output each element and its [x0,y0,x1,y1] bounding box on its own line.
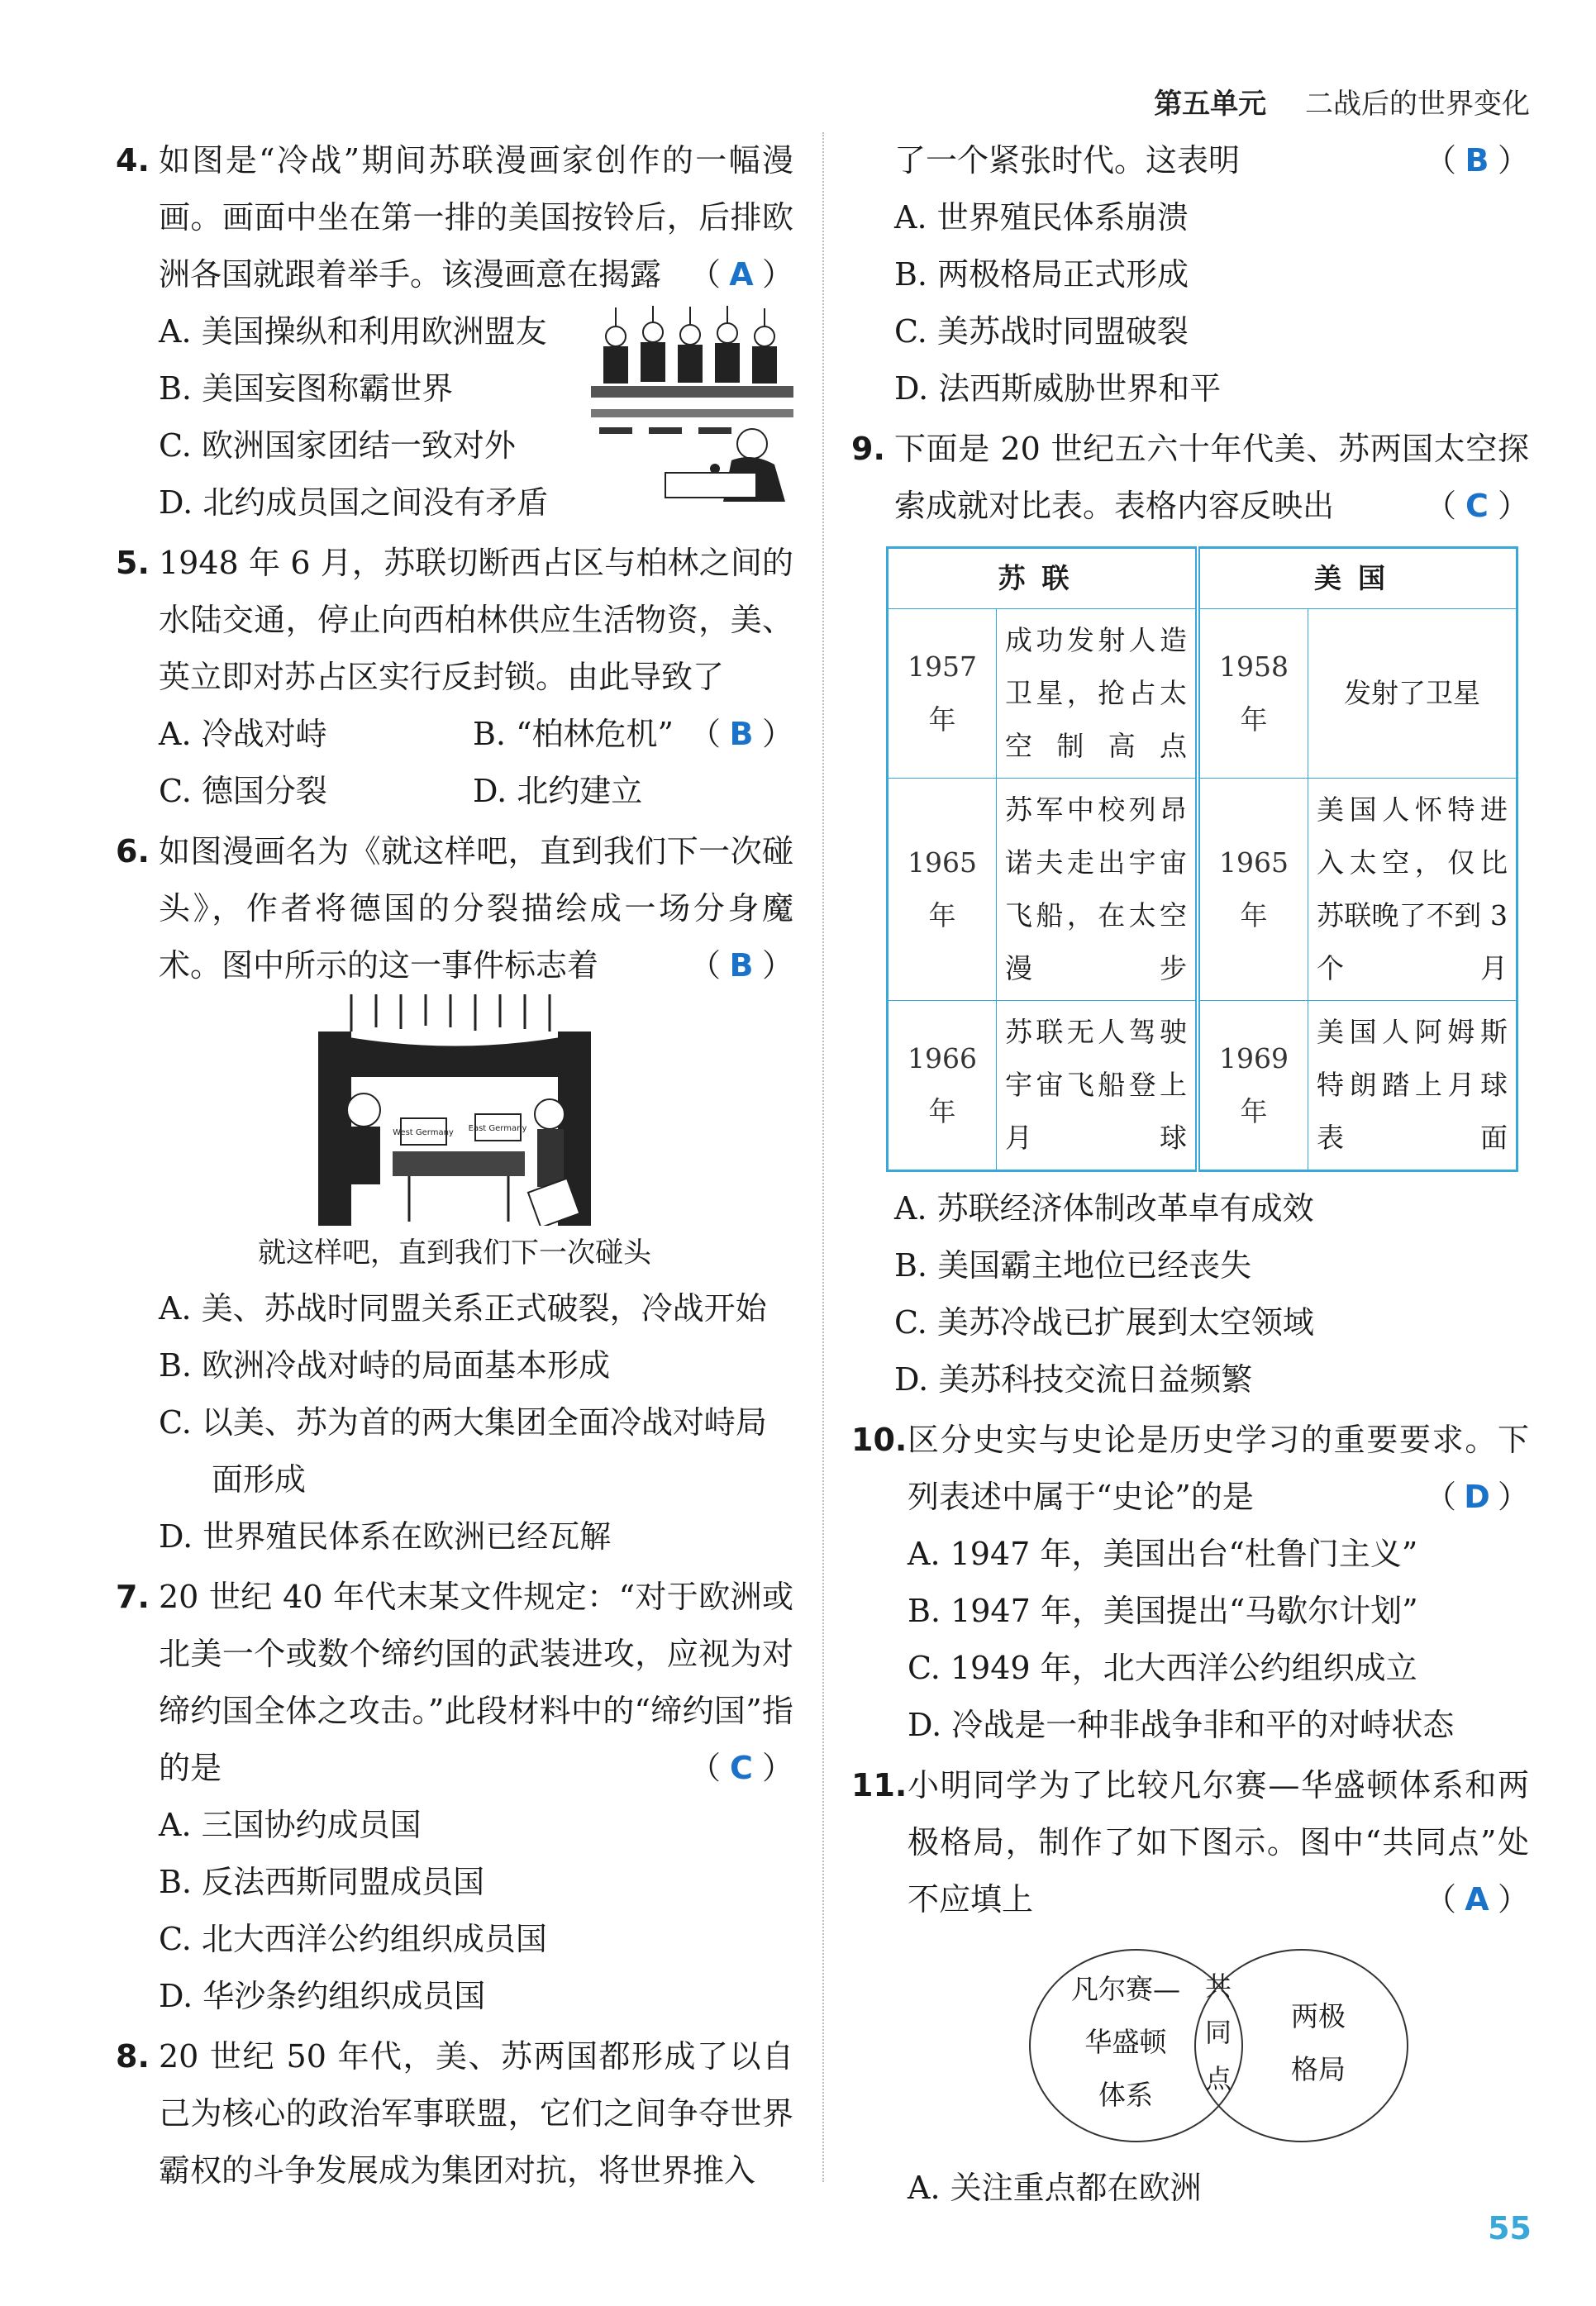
question-9 [851,421,1529,1408]
question-8-continued [851,132,1529,417]
table-cell: 1965 年 [888,779,997,1001]
answer-bracket: （ B ） [1425,132,1529,189]
option-c: C. 德国分裂 [159,773,327,809]
question-stem: 区分史实与史论是历史学习的重要要求。下列表述中属于“史论”的是 [908,1422,1529,1515]
cartoon-voting-figure [591,303,793,510]
question-11 [851,1757,1529,2217]
table-cell: 1965 年 [1198,779,1308,1001]
cartoon-label-east: East Germany [468,1124,527,1133]
table-cell: 发射了卫星 [1308,609,1517,779]
answer-bracket: （ B ） [689,706,793,763]
answer: A [729,256,754,293]
answer: B [1465,142,1489,179]
question-7 [116,1569,793,2025]
table-header-soviet: 苏联 [888,548,1198,609]
question-stem: 1948 年 6 月，苏联切断西占区与柏林之间的水陆交通，停止向西柏林供应生活物资，美、英立即对苏占区实行反封锁。由此导致了 [159,545,793,695]
table-cell: 成功发射人造卫星，抢占太空制高点 [997,609,1198,779]
table-cell: 1957 年 [888,609,997,779]
question-10 [851,1412,1529,1754]
option-b: B. 欧洲冷战对峙的局面基本形成 [159,1347,611,1384]
question-number: 7. [116,1579,150,1615]
table-cell: 苏联无人驾驶宇宙飞船登上月球 [997,1001,1198,1171]
option-c: C. 美苏战时同盟破裂 [894,313,1189,350]
answer-bracket: （ A ） [1425,1871,1529,1928]
table-row [888,779,1517,1001]
table-cell: 1969 年 [1198,1001,1308,1171]
question-stem: 如图是“冷战”期间苏联漫画家创作的一幅漫画。画面中坐在第一排的美国按铃后，后排欧洲各国就跟着举手。该漫画意在揭露 [159,142,793,293]
table-header-us: 美国 [1198,548,1517,609]
table-cell: 美国人怀特进入太空，仅比苏联晚了不到 3 个月 [1308,779,1517,1001]
question-stem: 小明同学为了比较凡尔赛—华盛顿体系和两极格局，制作了如下图示。图中“共同点”处不应填上 [908,1767,1529,1918]
answer-bracket: （ D ） [1425,1469,1529,1526]
option-c: C. 以美、苏为首的两大集团全面冷战对峙局面形成 [159,1404,767,1498]
question-number: 9. [851,431,885,467]
page-number: 55 [1488,2210,1532,2246]
question-stem-part2: 了一个紧张时代。这表明 [894,142,1241,179]
option-b: B. “柏林危机” [473,716,674,752]
question-stem: 20 世纪 40 年代末某文件规定：“对于欧洲或北美一个或数个缔约国的武装进攻，应视为对缔约国全体之攻击。”此段材料中的“缔约国”指的是 [159,1579,793,1786]
answer-bracket: （ C ） [689,1740,793,1797]
question-number: 4. [116,142,150,179]
question-number: 10. [851,1422,908,1458]
option-d: D. 美苏科技交流日益频繁 [894,1361,1253,1398]
option-d: D. 华沙条约组织成员国 [159,1978,486,2014]
unit-label: 第五单元 [1154,88,1267,121]
option-b: B. 反法西斯同盟成员国 [159,1864,485,1900]
answer-bracket: （ B ） [689,937,793,994]
left-column [116,132,793,2203]
question-5 [116,535,793,820]
venn-diagram [1029,1945,1417,2151]
page-header [1154,81,1530,121]
question-4 [116,132,793,531]
table-cell: 1966 年 [888,1001,997,1171]
table-cell: 美国人阿姆斯特朗踏上月球表面 [1308,1001,1517,1171]
question-6 [116,823,793,1565]
venn-middle-label: 共 同 点 [1204,1970,1232,2094]
unit-title: 二战后的世界变化 [1305,88,1530,121]
venn-right-label: 两极 格局 [1291,2000,1346,2085]
question-number: 5. [116,545,150,581]
table-cell: 1958 年 [1198,609,1308,779]
table-row [888,609,1517,779]
option-d: D. 北约建立 [473,773,643,809]
column-divider [822,132,824,2182]
question-8 [116,2028,793,2199]
option-b: B. 1947 年，美国提出“马歇尔计划” [908,1593,1418,1629]
option-c: C. 美苏冷战已扩展到太空领域 [894,1304,1314,1341]
option-a: A. 三国协约成员国 [159,1807,422,1843]
space-race-table [886,546,1518,1172]
answer-bracket: （ A ） [689,246,793,303]
table-cell: 苏军中校列昂诺夫走出宇宙飞船，在太空漫步 [997,779,1198,1001]
right-column [851,132,1529,2220]
answer: B [729,947,754,984]
option-c: C. 欧洲国家团结一致对外 [159,427,516,464]
option-b: B. 美国霸主地位已经丧失 [894,1247,1252,1284]
option-d: D. 世界殖民体系在欧洲已经瓦解 [159,1518,612,1555]
option-d: D. 法西斯威胁世界和平 [894,370,1222,407]
option-a: A. 关注重点都在欧洲 [908,2170,1202,2206]
option-a: A. 美、苏战时同盟关系正式破裂，冷战开始 [159,1290,767,1327]
question-stem: 如图漫画名为《就这样吧，直到我们下一次碰头》，作者将德国的分裂描绘成一场分身魔术。图中所示的这一事件标志着 [159,833,793,984]
question-stem: 下面是 20 世纪五六十年代美、苏两国太空探索成就对比表。表格内容反映出 [894,431,1529,524]
option-b: B. 两极格局正式形成 [894,256,1189,293]
answer: C [1465,488,1489,524]
option-c: C. 北大西洋公约组织成员国 [159,1921,547,1957]
option-a: A. 冷战对峙 [159,716,327,752]
cartoon-label-west: West Germany [393,1128,454,1137]
answer: C [730,1750,753,1786]
question-stem-part1: 20 世纪 50 年代，美、苏两国都形成了以自己为核心的政治军事联盟，它们之间争夺世界霸权的斗争发展成为集团对抗，将世界推入 [159,2038,793,2189]
table-row [888,1001,1517,1171]
option-d: D. 冷战是一种非战争非和平的对峙状态 [908,1707,1455,1743]
option-c: C. 1949 年，北大西洋公约组织成立 [908,1650,1417,1686]
option-a: A. 1947 年，美国出台“杜鲁门主义” [908,1536,1418,1572]
option-a: A. 美国操纵和利用欧洲盟友 [159,313,547,350]
question-number: 6. [116,833,150,870]
option-a: A. 世界殖民体系崩溃 [894,199,1189,236]
cartoon-germany-division-figure [318,994,591,1226]
option-d: D. 北约成员国之间没有矛盾 [159,484,549,521]
venn-left-label: 凡尔赛— 华盛顿 体系 [1071,1973,1180,2111]
answer: A [1465,1881,1489,1918]
option-a: A. 苏联经济体制改革卓有成效 [894,1190,1314,1227]
question-number: 11. [851,1767,908,1803]
option-b: B. 美国妄图称霸世界 [159,370,454,407]
question-number: 8. [116,2038,150,2075]
answer: B [729,716,754,752]
figure-caption: 就这样吧，直到我们下一次碰头 [258,1236,651,1270]
answer: D [1464,1479,1490,1515]
answer-bracket: （ C ） [1425,478,1529,535]
